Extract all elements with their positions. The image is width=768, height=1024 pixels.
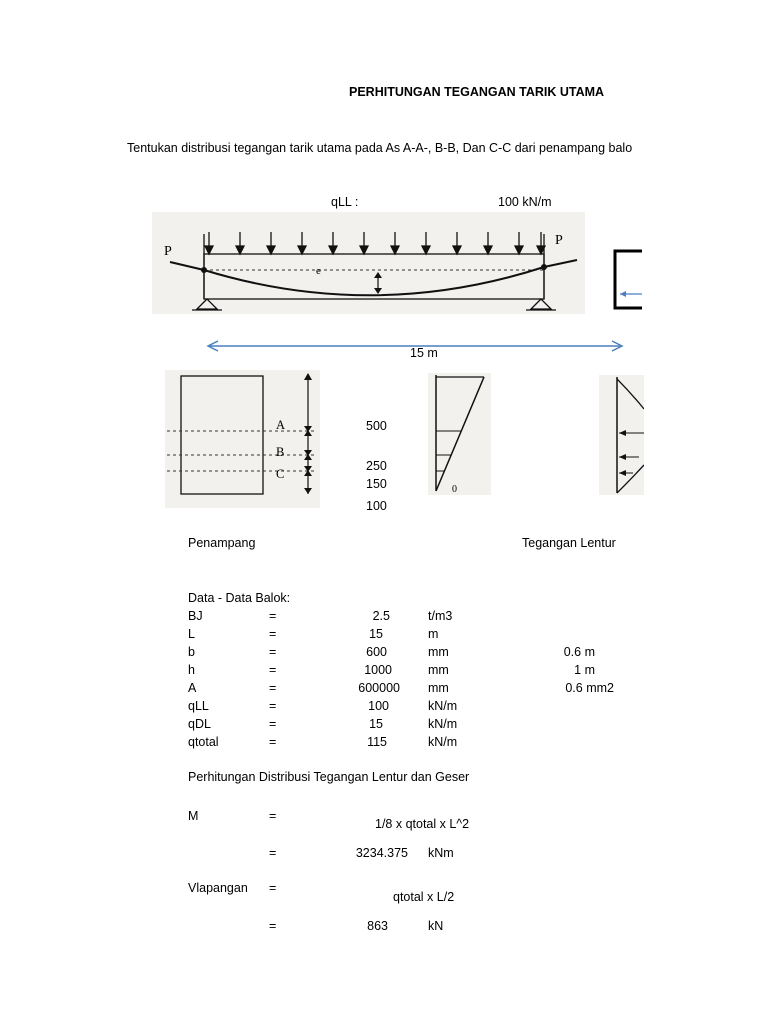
shear-name: Vlapangan — [188, 881, 248, 895]
force-p-left: P — [164, 244, 172, 259]
data-conversion: 0.6 m — [563, 645, 595, 659]
page-title: PERHITUNGAN TEGANGAN TARIK UTAMA — [349, 85, 605, 99]
data-name: b — [188, 645, 195, 659]
moment-unit: kNm — [428, 846, 454, 860]
eccentricity-label: e — [316, 265, 321, 277]
shear-stress-diagram — [599, 375, 644, 495]
shear-unit: kN — [428, 919, 444, 933]
load-label: qLL : — [331, 195, 359, 209]
clipped-section-box — [612, 246, 642, 312]
data-value: 600000 — [358, 681, 400, 695]
beam-diagram — [152, 212, 585, 314]
shear-eq: = — [269, 881, 277, 895]
data-unit: mm — [428, 681, 449, 695]
moment-result: 3234.375 — [355, 846, 408, 860]
data-name: L — [188, 627, 195, 641]
data-unit: mm — [428, 663, 449, 677]
moment-formula: 1/8 x qtotal x L^2 — [375, 817, 470, 831]
shear-eq2: = — [269, 919, 277, 933]
stress-zero-label: 0 — [452, 484, 457, 495]
data-conversion: 0.6 mm2 — [565, 681, 614, 695]
data-value: 115 — [367, 735, 387, 749]
caption-tegangan-lentur: Tegangan Lentur — [522, 536, 616, 550]
data-name: qtotal — [188, 735, 219, 749]
data-eq: = — [269, 699, 277, 713]
data-eq: = — [269, 735, 277, 749]
calc-heading: Perhitungan Distribusi Tegangan Lentur dan Geser — [188, 770, 470, 784]
data-unit: kN/m — [428, 699, 458, 713]
section-label-a: A — [276, 418, 286, 432]
moment-eq2: = — [269, 846, 277, 860]
data-heading: Data - Data Balok: — [188, 591, 291, 605]
question-text: Tentukan distribusi tegangan tarik utama pada As A-A-, B-B, Dan C-C dari penampang balo — [127, 141, 633, 155]
dim-150: 150 — [366, 477, 387, 491]
data-name: h — [188, 663, 195, 677]
dim-100: 100 — [366, 499, 387, 513]
data-eq: = — [269, 645, 277, 659]
dim-500: 500 — [366, 419, 387, 433]
data-value: 15 — [369, 627, 383, 641]
force-p-right: P — [555, 233, 563, 248]
data-value: 600 — [366, 645, 387, 659]
data-name: qLL — [188, 699, 209, 713]
span-label: 15 m — [410, 346, 438, 360]
dim-250: 250 — [366, 459, 387, 473]
data-name: A — [188, 681, 197, 695]
data-eq: = — [269, 681, 277, 695]
moment-eq: = — [269, 809, 277, 823]
data-unit: kN/m — [428, 717, 458, 731]
cross-section-diagram — [165, 370, 320, 508]
bending-stress-diagram — [428, 373, 491, 495]
shear-result: 863 — [367, 919, 388, 933]
data-unit: mm — [428, 645, 449, 659]
section-label-c: C — [276, 467, 285, 481]
data-unit: m — [428, 627, 439, 641]
data-value: 2.5 — [372, 609, 390, 623]
moment-name: M — [188, 809, 199, 823]
data-value: 1000 — [364, 663, 392, 677]
data-eq: = — [269, 717, 277, 731]
caption-penampang: Penampang — [188, 536, 256, 550]
data-eq: = — [269, 627, 277, 641]
data-name: BJ — [188, 609, 203, 623]
data-name: qDL — [188, 717, 211, 731]
data-eq: = — [269, 609, 277, 623]
section-label-b: B — [276, 445, 285, 459]
data-unit: t/m3 — [428, 609, 453, 623]
data-value: 15 — [369, 717, 383, 731]
data-unit: kN/m — [428, 735, 458, 749]
data-value: 100 — [368, 699, 389, 713]
data-eq: = — [269, 663, 277, 677]
data-conversion: 1 m — [574, 663, 595, 677]
shear-formula: qtotal x L/2 — [393, 890, 455, 904]
load-value: 100 kN/m — [498, 195, 552, 209]
